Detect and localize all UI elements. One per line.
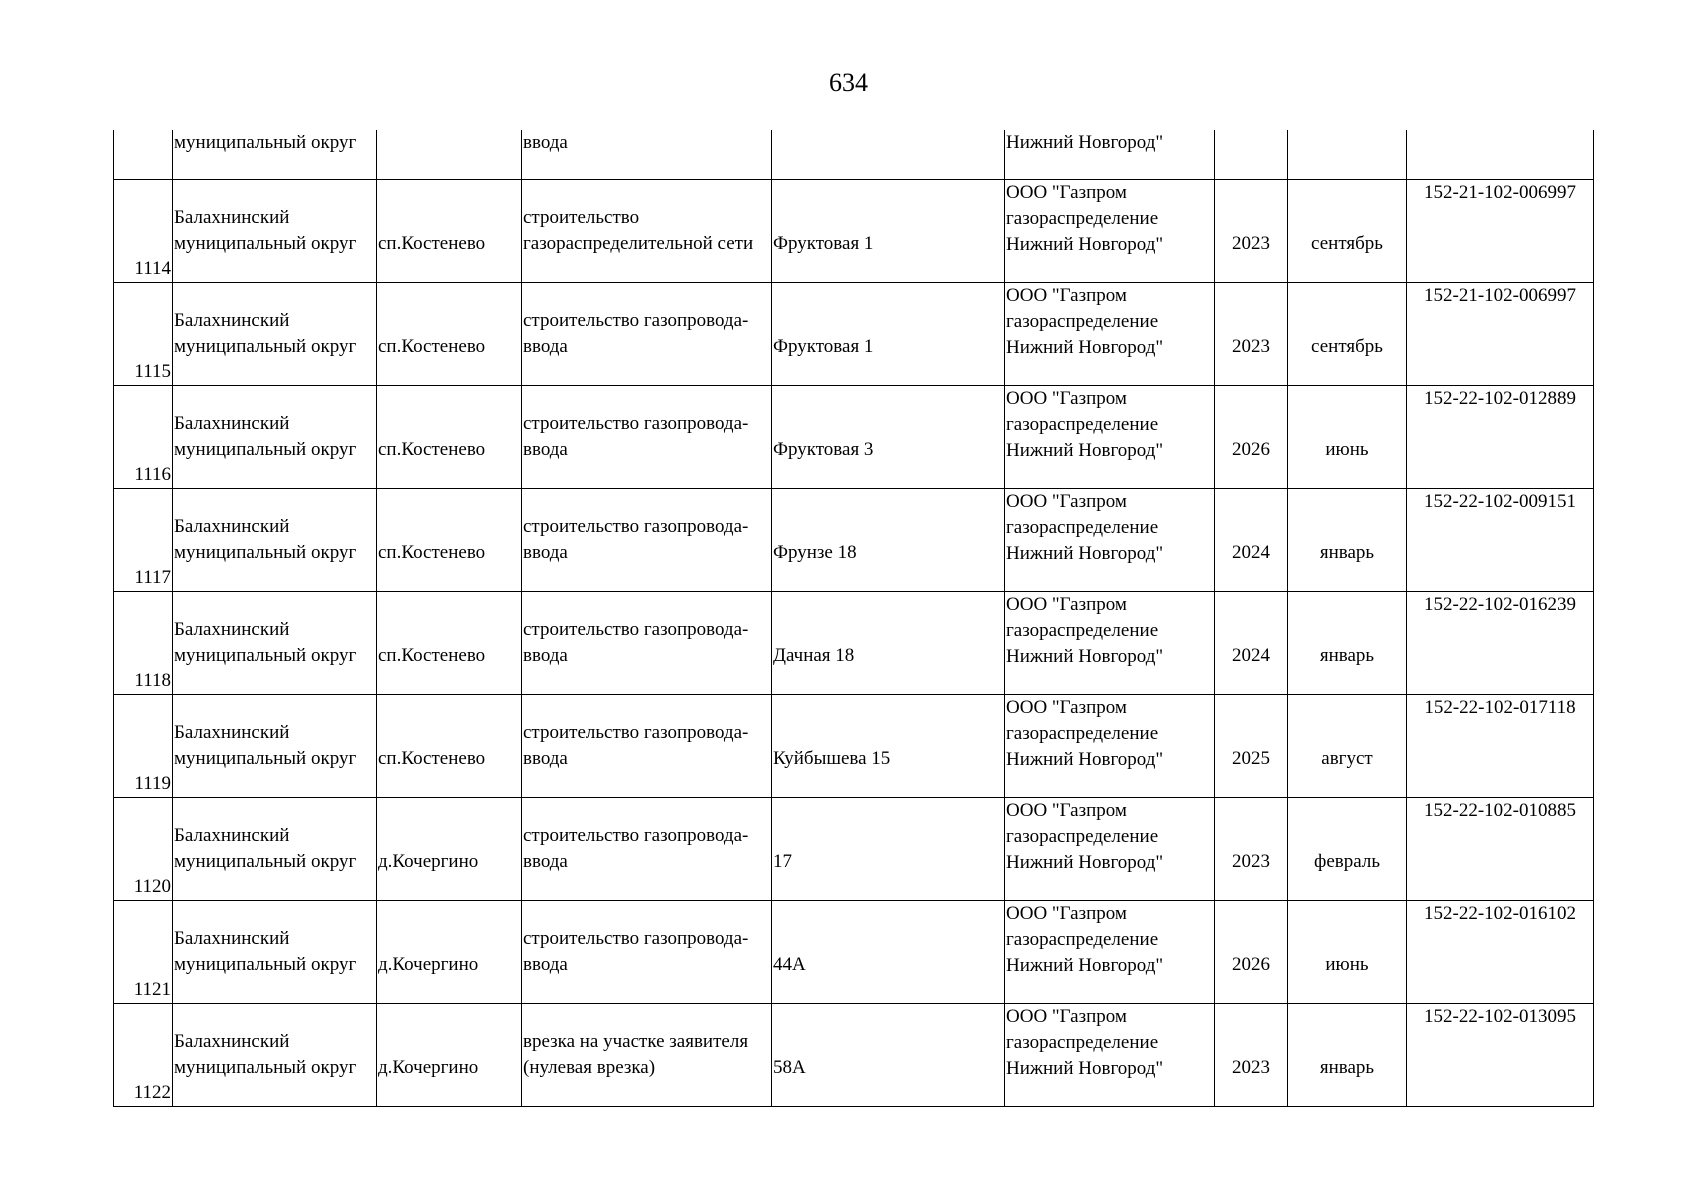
cell-work [522,695,772,798]
cell-month [1288,1004,1407,1107]
locality-text: сп.Костенево [378,336,486,357]
work-line-1: строительство газопровода- [523,516,749,537]
cell-locality [377,798,522,901]
cell-locality [377,695,522,798]
address-text: Фрунзе 18 [773,542,857,563]
table-row [114,1004,1594,1107]
cell-organization [1005,901,1215,1004]
cell-year [1215,283,1288,386]
table-row [114,592,1594,695]
row-number: 1116 [134,464,171,485]
code-text: 152-21-102-006997 [1424,285,1576,306]
district-line-1: Балахнинский [174,310,290,331]
organization-line-3: Нижний Новгород" [1006,646,1164,667]
organization-line-2: газораспределение [1006,929,1159,950]
work-line-1: строительство [523,207,640,228]
address-text: Дачная 18 [773,645,855,666]
district-line-1: Балахнинский [174,619,290,640]
work-line-2: ввода [523,954,568,975]
code-text: 152-22-102-017118 [1424,697,1576,718]
organization-line-2: газораспределение [1006,826,1159,847]
row-number: 1118 [134,670,171,691]
work-line-1: врезка на участке заявителя [523,1031,749,1052]
cell-district [173,180,377,283]
address-text: Фруктовая 1 [773,336,874,357]
cell-address [772,180,1005,283]
cell-organization: Нижний Новгород" [1005,130,1215,180]
cell-month [1288,180,1407,283]
cell-work [522,592,772,695]
cell-address [772,130,1005,180]
code-text: 152-22-102-010885 [1424,800,1576,821]
work-line-1: строительство газопровода- [523,825,749,846]
cell-month [1288,386,1407,489]
cell-year [1215,695,1288,798]
organization-line-1: ООО "Газпром [1006,800,1127,821]
organization-line-2: газораспределение [1006,311,1159,332]
page-number: 634 [829,68,868,97]
row-number: 1115 [134,361,171,382]
cell-num [114,130,173,180]
cell-month [1288,130,1407,180]
cell-district [173,798,377,901]
cell-num [114,798,173,901]
cell-organization [1005,283,1215,386]
work-line-1: строительство газопровода- [523,413,749,434]
cell-locality [377,386,522,489]
work-line-2: газораспределительной сети [523,233,754,254]
cell-num [114,695,173,798]
row-number: 1114 [134,258,171,279]
cell-num [114,489,173,592]
year-text: 2024 [1232,542,1270,563]
district-line-1: Балахнинский [174,825,290,846]
locality-text: д.Кочергино [378,954,479,975]
cell-organization [1005,592,1215,695]
table-row [114,695,1594,798]
work-line-2: ввода [523,542,568,563]
work-line-2: ввода [523,851,568,872]
organization-line-2: газораспределение [1006,723,1159,744]
cell-work [522,283,772,386]
cell-organization [1005,386,1215,489]
cell-year [1215,901,1288,1004]
cell-locality [377,283,522,386]
table-row [114,386,1594,489]
organization-line-2: газораспределение [1006,1032,1159,1053]
cell-code [1407,283,1594,386]
cell-num [114,283,173,386]
cell-code [1407,901,1594,1004]
month-text: февраль [1314,851,1380,872]
work-line-2: (нулевая врезка) [523,1057,656,1078]
district-line-1: Балахнинский [174,413,290,434]
code-text: 152-22-102-009151 [1424,491,1576,512]
cell-address [772,695,1005,798]
organization-line-1: ООО "Газпром [1006,285,1127,306]
organization-line-1: ООО "Газпром [1006,1006,1127,1027]
cell-code [1407,180,1594,283]
cell-organization [1005,695,1215,798]
year-text: 2026 [1232,439,1270,460]
district-line-2: муниципальный округ [174,233,357,254]
year-text: 2023 [1232,233,1270,254]
cell-district [173,283,377,386]
month-text: июнь [1325,954,1369,975]
cell-address [772,901,1005,1004]
cell-locality [377,130,522,180]
registry-table [113,130,1594,1107]
work-line-1: строительство газопровода- [523,928,749,949]
month-text: июнь [1325,439,1369,460]
district-line-1: Балахнинский [174,1031,290,1052]
code-text: 152-22-102-013095 [1424,1006,1576,1027]
cell-month [1288,695,1407,798]
cell-district [173,1004,377,1107]
cell-district: муниципальный округ [173,130,377,180]
locality-text: д.Кочергино [378,1057,479,1078]
district-line-2: муниципальный округ [174,542,357,563]
cell-month [1288,283,1407,386]
organization-line-2: газораспределение [1006,414,1159,435]
cell-year [1215,592,1288,695]
address-text: Куйбышева 15 [773,748,891,769]
work-line-2: ввода [523,645,568,666]
month-text: январь [1319,542,1375,563]
cell-work [522,901,772,1004]
cell-address [772,283,1005,386]
district-line-1: Балахнинский [174,928,290,949]
cell-code [1407,798,1594,901]
row-number: 1119 [134,773,171,794]
cell-code [1407,130,1594,180]
month-text: сентябрь [1311,336,1383,357]
cell-code [1407,592,1594,695]
table-row [114,283,1594,386]
cell-work: ввода [522,130,772,180]
cell-code [1407,695,1594,798]
cell-locality [377,1004,522,1107]
cell-num [114,386,173,489]
row-number: 1122 [133,1082,171,1103]
address-text: 17 [773,851,792,872]
organization-line-1: ООО "Газпром [1006,182,1127,203]
cell-address [772,592,1005,695]
month-text: январь [1319,1057,1375,1078]
work-line-1: строительство газопровода- [523,722,749,743]
district-line-1: Балахнинский [174,207,290,228]
cell-num [114,180,173,283]
organization-line-3: Нижний Новгород" [1006,543,1164,564]
month-text: август [1321,748,1373,769]
cell-year [1215,180,1288,283]
address-text: Фруктовая 3 [773,439,874,460]
work-line-1: строительство газопровода- [523,619,749,640]
cell-num [114,901,173,1004]
district-line-2: муниципальный округ [174,954,357,975]
cell-month [1288,901,1407,1004]
organization-line-3: Нижний Новгород" [1006,1058,1164,1079]
cell-locality [377,180,522,283]
organization-line-3: Нижний Новгород" [1006,337,1164,358]
cell-month [1288,592,1407,695]
cell-work [522,1004,772,1107]
locality-text: сп.Костенево [378,645,486,666]
cell-organization [1005,798,1215,901]
district-line-2: муниципальный округ [174,1057,357,1078]
cell-district [173,489,377,592]
organization-line-2: газораспределение [1006,517,1159,538]
year-text: 2023 [1232,1057,1270,1078]
locality-text: сп.Костенево [378,542,486,563]
cell-work [522,798,772,901]
cell-address [772,386,1005,489]
cell-work [522,180,772,283]
cell-num [114,1004,173,1107]
year-text: 2026 [1232,954,1270,975]
organization-line-3: Нижний Новгород" [1006,234,1164,255]
organization-line-2: газораспределение [1006,620,1159,641]
code-text: 152-22-102-016102 [1424,903,1576,924]
cell-month [1288,489,1407,592]
district-line-2: муниципальный округ [174,851,357,872]
table-row [114,489,1594,592]
code-text: 152-22-102-016239 [1424,594,1576,615]
year-text: 2025 [1232,748,1270,769]
district-line-2: муниципальный округ [174,336,357,357]
cell-organization [1005,1004,1215,1107]
work-line-1: строительство газопровода- [523,310,749,331]
year-text: 2023 [1232,336,1270,357]
locality-text: сп.Костенево [378,748,486,769]
cell-year [1215,130,1288,180]
cell-district [173,386,377,489]
month-text: январь [1319,645,1375,666]
district-line-2: муниципальный округ [174,645,357,666]
table-row-continuation [114,130,1594,180]
table-row [114,798,1594,901]
address-text: 44А [773,954,806,975]
cell-work [522,489,772,592]
cell-organization [1005,489,1215,592]
cell-address [772,489,1005,592]
cell-organization [1005,180,1215,283]
cell-district [173,695,377,798]
cell-work [522,386,772,489]
district-line-1: Балахнинский [174,722,290,743]
organization-line-1: ООО "Газпром [1006,491,1127,512]
year-text: 2024 [1232,645,1270,666]
row-number: 1121 [133,979,171,1000]
work-line-2: ввода [523,336,568,357]
cell-locality [377,901,522,1004]
cell-address [772,798,1005,901]
organization-line-1: ООО "Газпром [1006,388,1127,409]
cell-month [1288,798,1407,901]
month-text: сентябрь [1311,233,1383,254]
organization-line-3: Нижний Новгород" [1006,749,1164,770]
locality-text: сп.Костенево [378,233,486,254]
table-row [114,901,1594,1004]
table-row [114,180,1594,283]
row-number: 1120 [133,876,171,897]
cell-year [1215,798,1288,901]
organization-line-3: Нижний Новгород" [1006,440,1164,461]
organization-line-3: Нижний Новгород" [1006,852,1164,873]
district-line-2: муниципальный округ [174,748,357,769]
cell-year [1215,1004,1288,1107]
locality-text: сп.Костенево [378,439,486,460]
organization-line-1: ООО "Газпром [1006,594,1127,615]
work-line-2: ввода [523,439,568,460]
organization-line-3: Нижний Новгород" [1006,955,1164,976]
cell-locality [377,592,522,695]
code-text: 152-22-102-012889 [1424,388,1576,409]
cell-district [173,592,377,695]
code-text: 152-21-102-006997 [1424,182,1576,203]
cell-locality [377,489,522,592]
work-line-2: ввода [523,748,568,769]
cell-code [1407,489,1594,592]
address-text: Фруктовая 1 [773,233,874,254]
organization-line-1: ООО "Газпром [1006,697,1127,718]
district-line-1: Балахнинский [174,516,290,537]
organization-line-1: ООО "Газпром [1006,903,1127,924]
district-line-2: муниципальный округ [174,439,357,460]
cell-code [1407,386,1594,489]
cell-address [772,1004,1005,1107]
locality-text: д.Кочергино [378,851,479,872]
year-text: 2023 [1232,851,1270,872]
cell-num [114,592,173,695]
row-number: 1117 [134,567,171,588]
table-body [114,130,1594,1107]
organization-line-2: газораспределение [1006,208,1159,229]
cell-year [1215,489,1288,592]
address-text: 58А [773,1057,806,1078]
cell-district [173,901,377,1004]
cell-code [1407,1004,1594,1107]
cell-year [1215,386,1288,489]
